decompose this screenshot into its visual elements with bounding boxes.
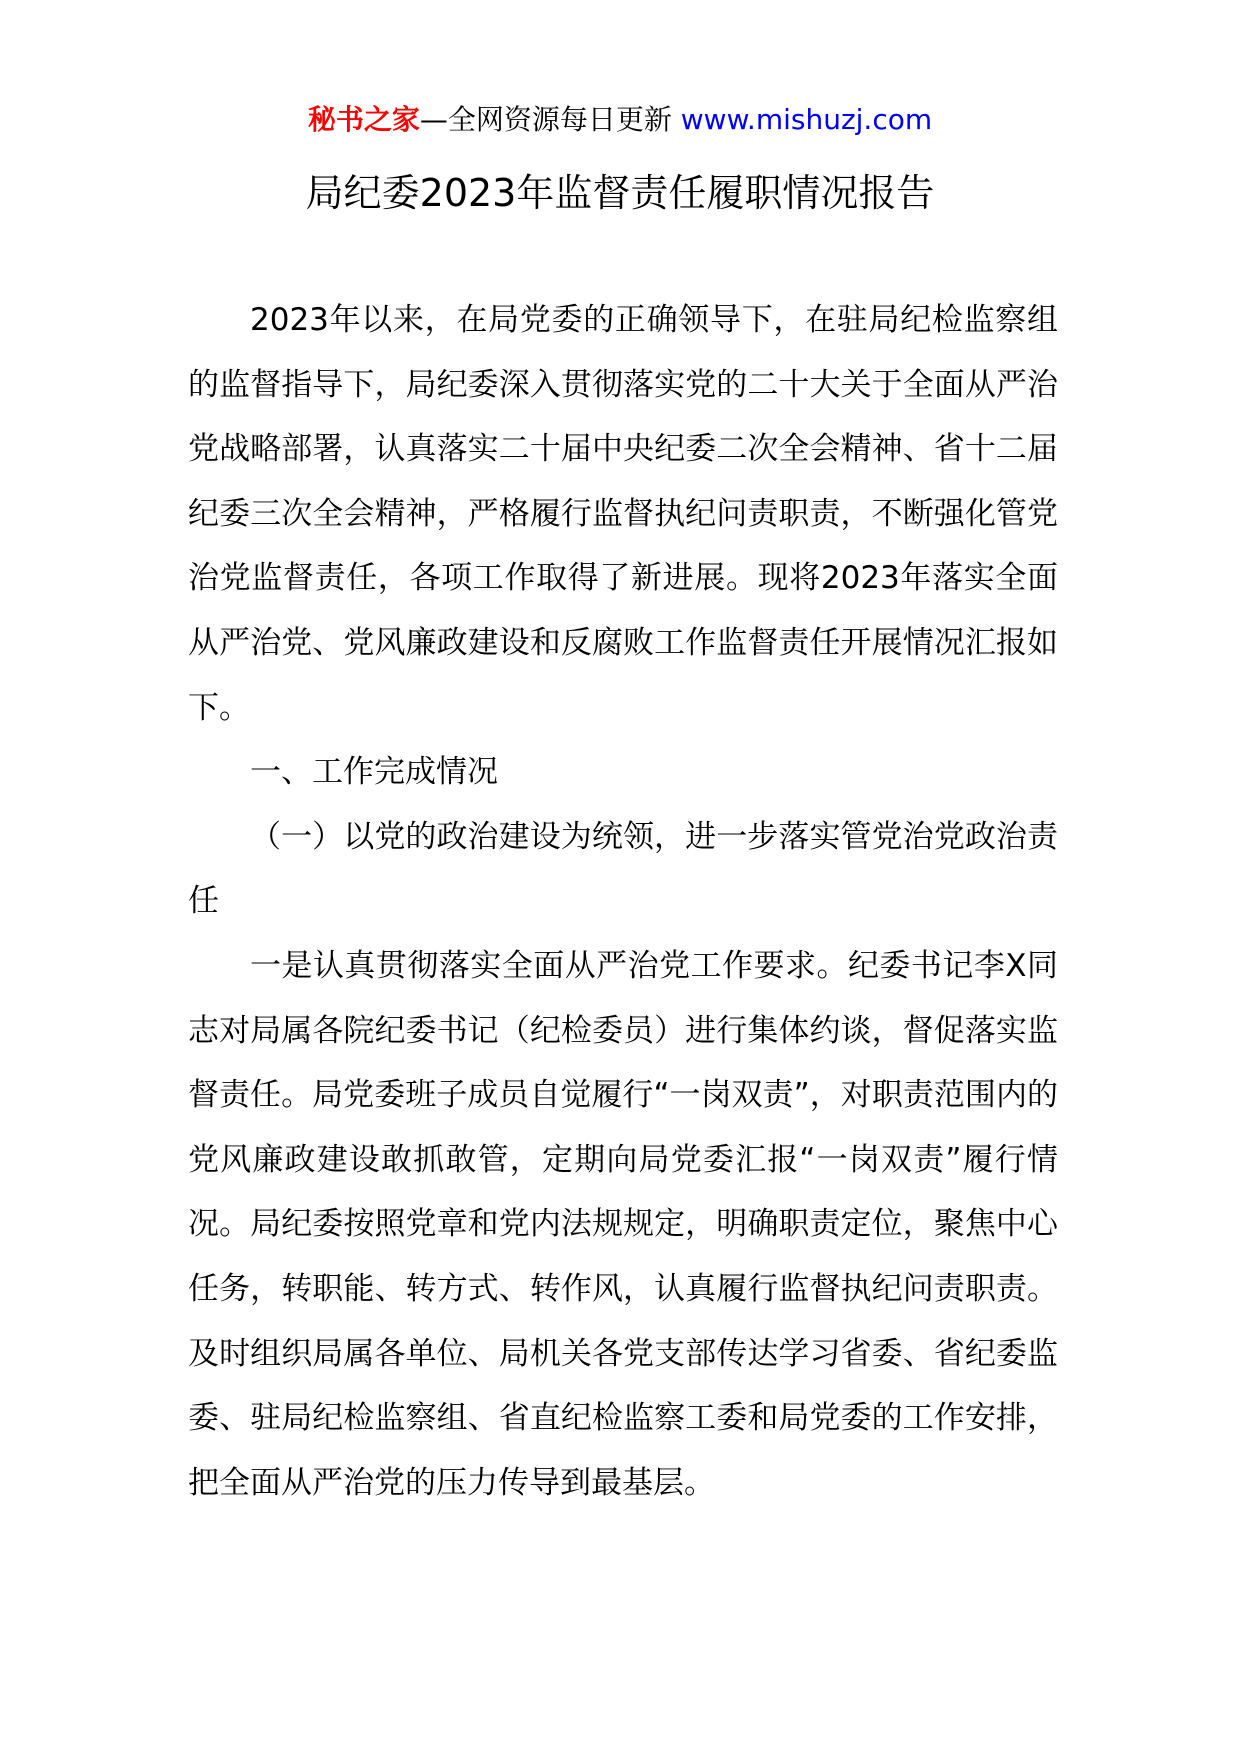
- section-heading: 一、工作完成情况: [250, 754, 498, 791]
- banner-tagline: —全网资源每日更新: [419, 103, 681, 136]
- document-title: 局纪委2023年监督责任履职情况报告: [305, 171, 935, 215]
- brand-name: 秘书之家: [307, 103, 420, 136]
- document-body: [188, 288, 1058, 1515]
- site-banner: [0, 100, 1240, 140]
- subsection-heading: （一）以党的政治建设为统领，进一步落实管党治党政治责任: [188, 818, 1058, 920]
- body-paragraph: 一是认真贯彻落实全面从严治党工作要求。纪委书记李X同志对局属各院纪委书记（纪检委员）进行集体约谈，督促落实监督责任。局党委班子成员自觉履行“一岗双责”，对职责范围内的党风廉政建设敢抓敢管，定期向局党委汇报“一岗双责”履行情况。局纪委按照党章和党内法规规定，明确职责定位，聚焦中心任务，转职能、转方式、转作风，认真履行监督执纪问责职责。及时组织局属各单位、局机关各党支部传达学习省委、省纪委监委、驻局纪检监察组、省直纪检监察工委和局党委的工作安排，把全面从严治党的压力传导到最基层。: [188, 947, 1058, 1501]
- intro-paragraph: 2023年以来，在局党委的正确领导下，在驻局纪检监察组的监督指导下，局纪委深入贯彻落实党的二十大关于全面从严治党战略部署，认真落实二十届中央纪委二次全会精神、省十二届纪委三次全会精神，严格履行监督执纪问责职责，不断强化管党治党监督责任，各项工作取得了新进展。现将2023年落实全面从严治党、党风廉政建设和反腐败工作监督责任开展情况汇报如下。: [188, 302, 1058, 726]
- site-url-link[interactable]: www.mishuzj.com: [680, 103, 933, 136]
